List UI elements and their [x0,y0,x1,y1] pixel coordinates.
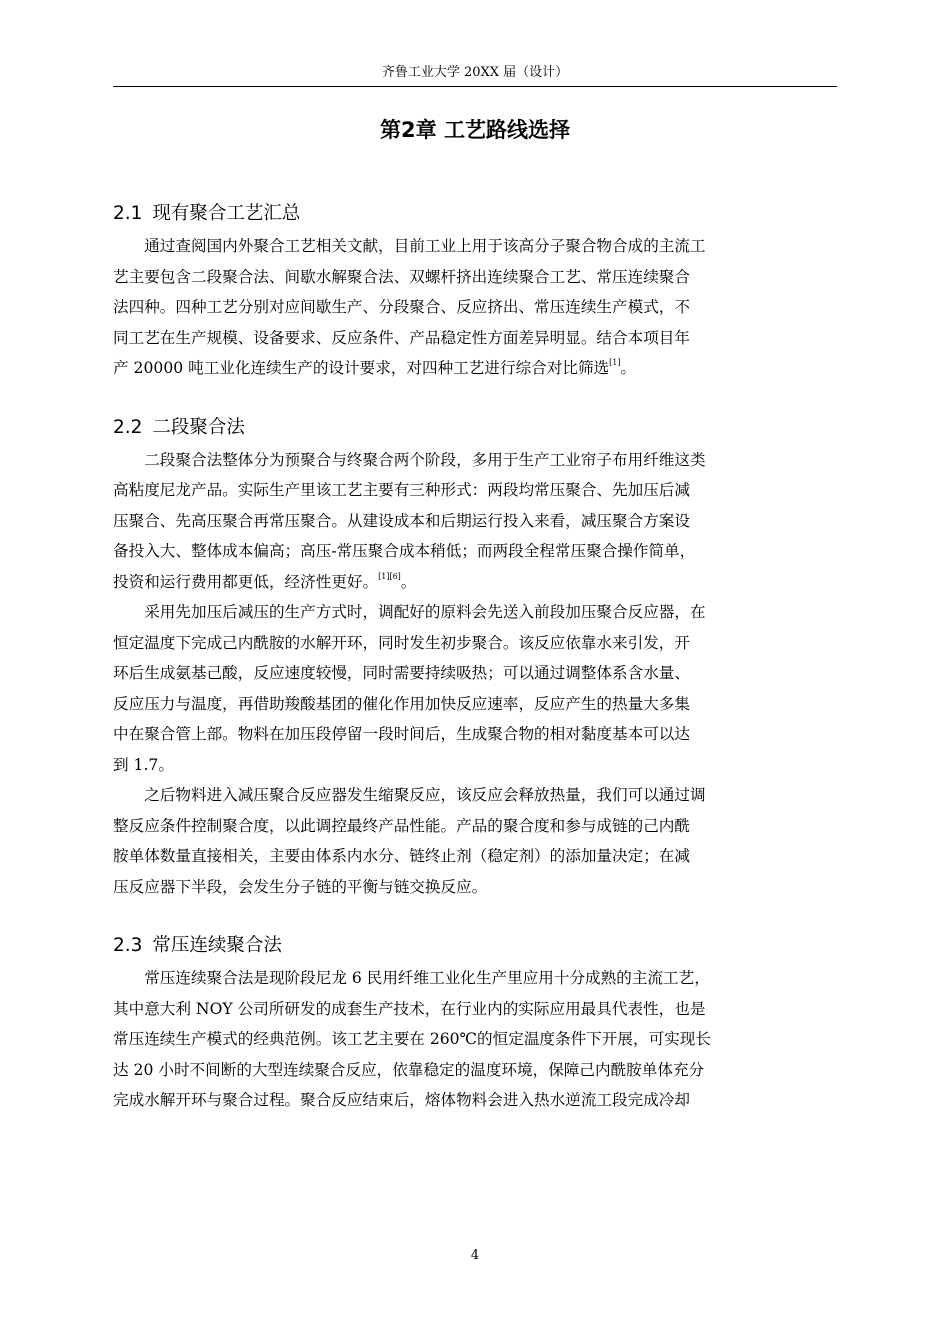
body-paragraph [113,780,837,902]
section-title: 现有聚合工艺汇总 [152,203,301,224]
page-header: 齐鲁工业大学 20XX 届（设计） [381,65,569,80]
section-heading [113,932,837,960]
body-paragraph [113,231,837,384]
paragraph-text: 二段聚合法整体分为预聚合与终聚合两个阶段，多用于生产工业帘子布用纤维这类 高粘度尼龙产品。实际生产里该工艺主要有三种形式：两段均常压聚合、先加压后减 压聚合、先高压聚合再常压聚合。从建设成本和后期运行投入来看，减压聚合方案设 备投入大、整体成本偏高；高压-常压聚合成本稍低；而两段全程常压聚合操作简单， 投资和运行费用都更低，经济性更好。 [113,450,706,591]
paragraph-tail: 。 [400,572,417,591]
citation-ref: [1] [609,358,621,367]
section [113,414,837,903]
chapter-title: 第2章 工艺路线选择 [380,118,570,142]
header-rule [113,86,837,87]
section-number: 2.3 [113,935,143,956]
section-heading [113,414,837,442]
section-number: 2.1 [113,203,143,224]
paragraph-tail: 。 [620,359,637,377]
section-title: 二段聚合法 [152,416,245,438]
body-paragraph [113,963,837,1116]
section-title: 常压连续聚合法 [152,935,282,956]
paragraph-text: 采用先加压后减压的生产方式时，调配好的原料会先送入前段加压聚合反应器，在 恒定温度下完成己内酰胺的水解开环，同时发生初步聚合。该反应依靠水来引发，开 环后生成氨基己酸，反应速度较慢，同时需要持续吸热；可以通过调整体系含水量、 反应压力与温度，再借助羧酸基团的催化作用加快反应速率，反应产生的热量大多集 中在聚合管上部。物料在加压段停留一段时间后，生成聚合物的相对黏度基本可以达 到 1.7。 [113,603,706,774]
body-paragraph [113,445,837,598]
citation-ref: [1][6] [378,571,401,581]
section-number: 2.2 [113,416,143,438]
paragraph-text: 常压连续聚合法是现阶段尼龙 6 民用纤维工业化生产里应用十分成熟的主流工艺， 其中意大利 NOY 公司所研发的成套生产技术，在行业内的实际应用最具代表性，也是 常压连续生产模式的经典范例。该工艺主要在 260℃的恒定温度条件下开展，可实现长 达 20 小时不间断的大型连续聚合反应，依靠稳定的温度环境，保障己内酰胺单体充分 完成水解开环与聚合过程。聚合反应结束后，熔体物料会进入热水逆流工段完成冷却 [113,969,711,1109]
body-paragraph [113,597,837,780]
paragraph-text: 之后物料进入减压聚合反应器发生缩聚反应，该反应会释放热量，我们可以通过调 整反应条件控制聚合度，以此调控最终产品性能。产品的聚合度和参与成链的己内酰 胺单体数量直接相关，主要由体系内水分、链终止剂（稳定剂）的添加量决定；在减 压反应器下半段，会发生分子链的平衡与链交换反应。 [113,786,706,896]
page-number: 4 [470,1248,480,1263]
section [113,932,837,1116]
section-heading [113,200,837,228]
paragraph-text: 通过查阅国内外聚合工艺相关文献，目前工业上用于该高分子聚合物合成的主流工 艺主要包含二段聚合法、间歇水解聚合法、双螺杆挤出连续聚合工艺、常压连续聚合 法四种。四种工艺分别对应间歇生产、分段聚合、反应挤出、常压连续生产模式，不 同工艺在生产规模、设备要求、反应条件、产品稳定性方面差异明显。结合本项目年 产 20000 吨工业化连续生产的设计要求，对四种工艺进行综合对比筛选 [113,237,706,377]
document-body [113,200,837,1116]
section [113,200,837,384]
